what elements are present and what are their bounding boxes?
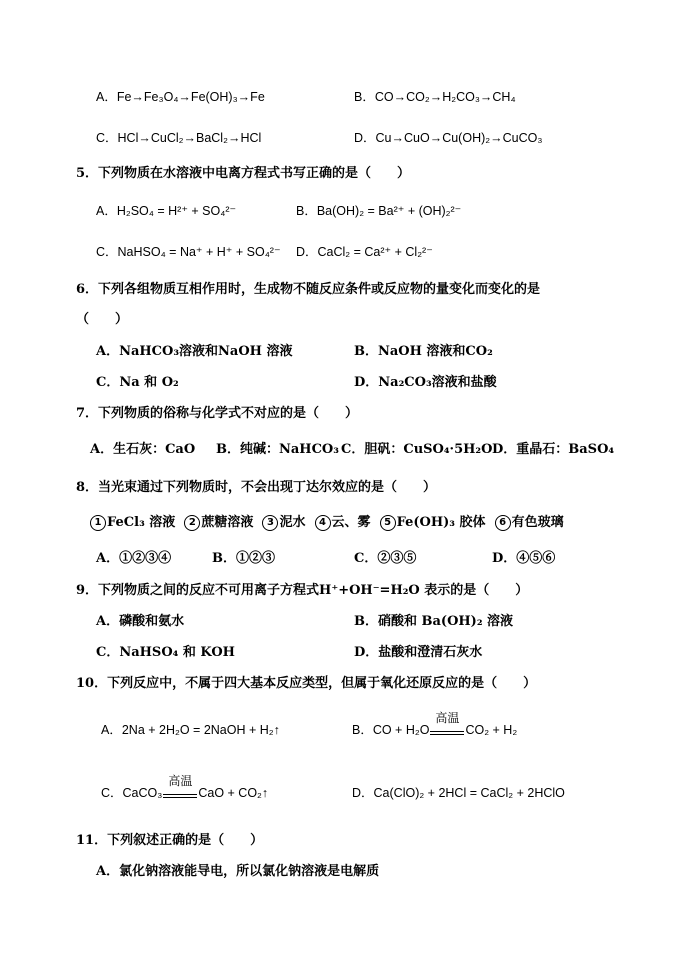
q5-option-a[interactable]: A．H₂SO₄ = H²⁺ + SO₄²⁻ (96, 204, 237, 218)
q8-item-1: 1 FeCl₃ 溶液 (90, 515, 175, 530)
q9-option-a[interactable]: A．磷酸和氨水 (96, 614, 185, 629)
reaction-condition-arrow: 高温 (163, 785, 197, 803)
q11-stem: 11．下列叙述正确的是（ ） (76, 833, 264, 848)
circled-number-icon: 5 (380, 515, 396, 531)
q10-stem: 10．下列反应中，不属于四大基本反应类型，但属于氧化还原反应的是（ ） (76, 676, 537, 691)
reaction-condition-arrow: 高温 (430, 722, 464, 740)
q8-stem: 8．当光束通过下列物质时，不会出现丁达尔效应的是（ ） (76, 480, 437, 495)
q7-option-d[interactable]: D．重晶石：BaSO₄ (492, 442, 615, 457)
q10-option-a[interactable]: A．2Na + 2H₂O = 2NaOH + H₂↑ (101, 723, 280, 737)
q7-option-c[interactable]: C．胆矾：CuSO₄·5H₂O (341, 442, 493, 457)
circled-number-icon: 2 (184, 515, 200, 531)
q8-item-2: 2 蔗糖溶液 (184, 515, 253, 530)
q8-items (90, 513, 564, 533)
q5-option-b[interactable]: B．Ba(OH)₂ = Ba²⁺ + (OH)₂²⁻ (296, 204, 462, 218)
q6-option-a[interactable]: A．NaHCO₃溶液和NaOH 溶液 (96, 344, 293, 359)
q11-option-a[interactable]: A．氯化钠溶液能导电，所以氯化钠溶液是电解质 (96, 864, 380, 879)
q10-option-d[interactable]: D．Ca(ClO)₂ + 2HCl = CaCl₂ + 2HClO (352, 786, 565, 800)
q4-option-b[interactable]: B．CO→CO₂→H₂CO₃→CH₄ (354, 90, 516, 104)
q9-option-d[interactable]: D．盐酸和澄清石灰水 (354, 645, 483, 660)
q9-option-c[interactable]: C．NaHSO₄ 和 KOH (96, 645, 235, 660)
q7-option-b[interactable]: B．纯碱：NaHCO₃ (216, 442, 339, 457)
q5-stem: 5．下列物质在水溶液中电离方程式书写正确的是（ ） (76, 166, 411, 181)
q6-option-d[interactable]: D．Na₂CO₃溶液和盐酸 (354, 375, 497, 390)
q5-option-d[interactable]: D．CaCl₂ = Ca²⁺ + Cl₂²⁻ (296, 245, 433, 259)
q4-option-c[interactable]: C．HCl→CuCl₂→BaCl₂→HCl (96, 131, 262, 145)
q8-item-4: 4 云、雾 (315, 515, 371, 530)
q5-option-c[interactable]: C．NaHSO₄ = Na⁺ + H⁺ + SO₄²⁻ (96, 245, 281, 259)
q8-option-d[interactable]: D．④⑤⑥ (492, 551, 556, 566)
q10-option-c[interactable]: C．CaCO₃ 高温 CaO + CO₂↑ (101, 783, 268, 803)
q10-option-b[interactable]: B．CO + H₂O 高温 CO₂ + H₂ (352, 720, 517, 740)
q8-option-a[interactable]: A．①②③④ (96, 551, 172, 566)
q9-option-b[interactable]: B．硝酸和 Ba(OH)₂ 溶液 (354, 614, 514, 629)
q6-option-c[interactable]: C．Na 和 O₂ (96, 375, 179, 390)
q7-stem: 7．下列物质的俗称与化学式不对应的是（ ） (76, 406, 359, 421)
q4-option-a[interactable]: A．Fe→Fe₃O₄→Fe(OH)₃→Fe (96, 90, 265, 104)
circled-number-icon: 1 (90, 515, 106, 531)
q8-item-3: 3 泥水 (262, 515, 305, 530)
q6-answer-paren: （ ） (76, 312, 129, 327)
circled-number-icon: 6 (495, 515, 511, 531)
q8-option-c[interactable]: C．②③⑤ (354, 551, 417, 566)
q8-item-5: 5 Fe(OH)₃ 胶体 (380, 515, 486, 530)
q8-item-6: 6 有色玻璃 (495, 515, 564, 530)
q8-option-b[interactable]: B．①②③ (212, 551, 275, 566)
circled-number-icon: 3 (262, 515, 278, 531)
q6-stem: 6．下列各组物质互相作用时，生成物不随反应条件或反应物的量变化而变化的是 (76, 282, 541, 297)
q9-stem: 9．下列物质之间的反应不可用离子方程式H⁺+OH⁻=H₂O 表示的是（ ） (76, 583, 529, 598)
q7-option-a[interactable]: A．生石灰：CaO (90, 442, 196, 457)
q6-option-b[interactable]: B．NaOH 溶液和CO₂ (354, 344, 493, 359)
circled-number-icon: 4 (315, 515, 331, 531)
q4-option-d[interactable]: D．Cu→CuO→Cu(OH)₂→CuCO₃ (354, 131, 543, 145)
